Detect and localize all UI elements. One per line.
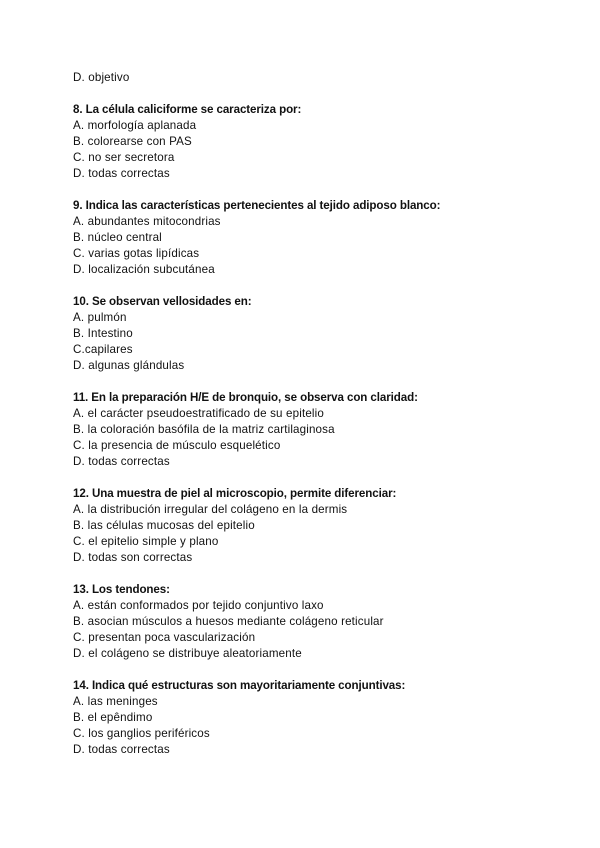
question-11: [73, 390, 553, 470]
question-title: 11. En la preparación H/E de bronquio, se observa con claridad:: [73, 391, 418, 404]
option-b: B. el epêndimo: [73, 711, 153, 724]
option-d: D. el colágeno se distribuye aleatoriamente: [73, 647, 302, 660]
option-a: A. abundantes mitocondrias: [73, 215, 221, 228]
option-c: C. los ganglios periféricos: [73, 727, 210, 740]
option-d: D. todas correctas: [73, 455, 170, 468]
option-c: C. no ser secretora: [73, 151, 175, 164]
option-d: D. todas son correctas: [73, 551, 193, 564]
question-14: [73, 678, 553, 758]
option-b: B. colorearse con PAS: [73, 135, 192, 148]
option-d: D. todas correctas: [73, 167, 170, 180]
option-a: A. morfología aplanada: [73, 119, 197, 132]
question-title: 8. La célula caliciforme se caracteriza por:: [73, 103, 302, 116]
question-title: 9. Indica las características pertenecientes al tejido adiposo blanco:: [73, 199, 441, 212]
question-title: 12. Una muestra de piel al microscopio, permite diferenciar:: [73, 487, 397, 500]
question-9: [73, 198, 553, 278]
option-c: C. varias gotas lipídicas: [73, 247, 200, 260]
option-c: C. el epitelio simple y plano: [73, 535, 219, 548]
option-c: C. presentan poca vascularización: [73, 631, 256, 644]
option-b: B. la coloración basófila de la matriz cartilaginosa: [73, 423, 335, 436]
previous-question-last-option: D. objetivo: [73, 71, 130, 84]
option-c: C. la presencia de músculo esquelético: [73, 439, 281, 452]
question-12: [73, 486, 553, 566]
option-d: D. todas correctas: [73, 743, 170, 756]
option-d: D. localización subcutánea: [73, 263, 215, 276]
option-a: A. las meninges: [73, 695, 158, 708]
option-b: B. Intestino: [73, 327, 133, 340]
option-a: A. el carácter pseudoestratificado de su epitelio: [73, 407, 324, 420]
option-d: D. algunas glándulas: [73, 359, 185, 372]
question-title: 14. Indica qué estructuras son mayoritariamente conjuntivas:: [73, 679, 406, 692]
option-a: A. están conformados por tejido conjuntivo laxo: [73, 599, 324, 612]
option-b: B. las células mucosas del epitelio: [73, 519, 255, 532]
question-13: [73, 582, 553, 662]
option-a: A. pulmón: [73, 311, 127, 324]
option-c: C.capilares: [73, 343, 133, 356]
question-title: 13. Los tendones:: [73, 583, 170, 596]
option-b: B. asocian músculos a huesos mediante colágeno reticular: [73, 615, 384, 628]
question-10: [73, 294, 553, 374]
question-title: 10. Se observan vellosidades en:: [73, 295, 252, 308]
question-8: [73, 102, 553, 182]
option-b: B. núcleo central: [73, 231, 162, 244]
option-a: A. la distribución irregular del colágeno en la dermis: [73, 503, 348, 516]
page-content: [73, 70, 553, 758]
